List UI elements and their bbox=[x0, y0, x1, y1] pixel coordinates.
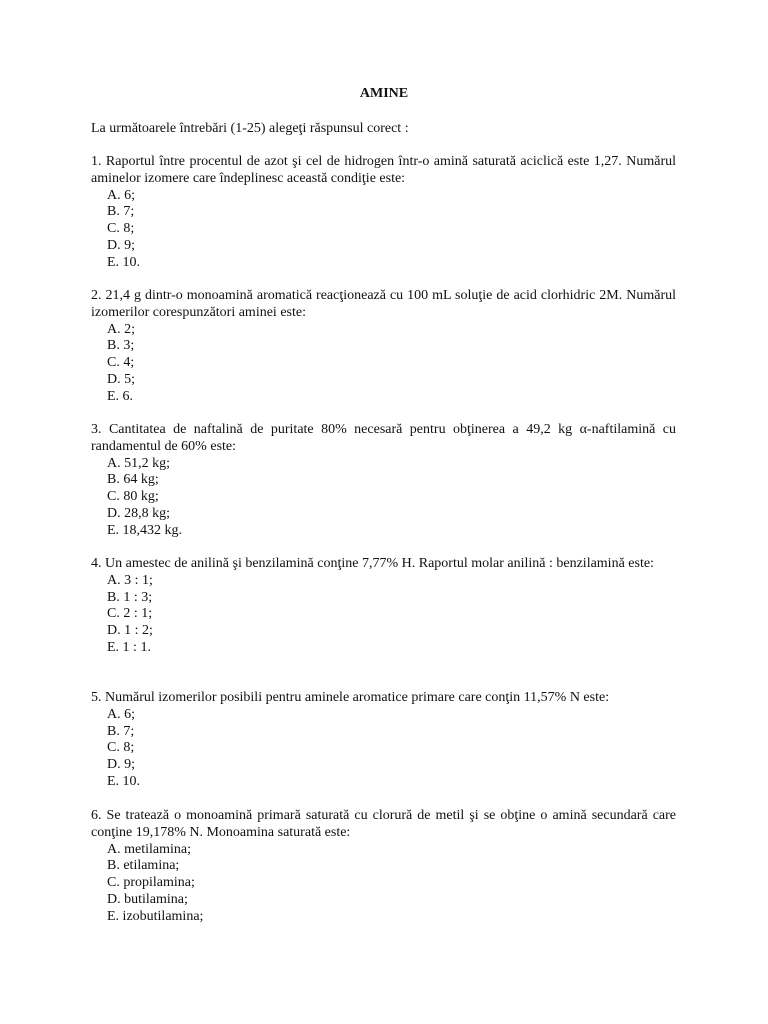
answer-option: B. 64 kg; bbox=[107, 472, 159, 488]
answer-option: B. 1 : 3; bbox=[107, 589, 153, 605]
instructions: La următoarele întrebări (1-25) alegeţi răspunsul corect : bbox=[91, 121, 409, 136]
answer-options bbox=[91, 842, 676, 926]
answer-option: D. 1 : 2; bbox=[107, 623, 153, 639]
answer-option: C. 8; bbox=[107, 221, 135, 237]
answer-options bbox=[91, 707, 676, 791]
answer-option: E. 1 : 1. bbox=[107, 639, 151, 655]
question-stem: 1. Raportul între procentul de azot şi cel de hidrogen într-o amină saturată aciclică este 1,27. Numărul aminelor izomere care îndeplinesc această condiţie este: bbox=[91, 154, 676, 186]
answer-option: D. 9; bbox=[107, 757, 135, 773]
answer-option: E. 10. bbox=[107, 773, 141, 789]
answer-option: A. 3 : 1; bbox=[107, 572, 153, 588]
answer-option: B. 7; bbox=[107, 204, 135, 220]
question-stem: 4. Un amestec de anilină şi benzilamină conţine 7,77% H. Raportul molar anilină : benzilamină este: bbox=[91, 556, 654, 571]
question-4 bbox=[91, 556, 676, 657]
answer-option: C. 4; bbox=[107, 355, 135, 371]
answer-options bbox=[91, 456, 676, 540]
question-1 bbox=[91, 154, 676, 272]
question-stem: 3. Cantitatea de naftalină de puritate 80% necesară pentru obţinerea a 49,2 kg α-naftilamină cu randamentul de 60% este: bbox=[91, 422, 676, 454]
document-title: AMINE bbox=[359, 86, 409, 101]
answer-option: A. 2; bbox=[107, 321, 135, 337]
question-2 bbox=[91, 288, 676, 406]
answer-option: C. 2 : 1; bbox=[107, 606, 153, 622]
answer-option: D. 5; bbox=[107, 371, 135, 387]
answer-option: B. 7; bbox=[107, 723, 135, 739]
answer-options bbox=[91, 573, 676, 657]
answer-option: E. 6. bbox=[107, 388, 134, 404]
question-stem: 5. Numărul izomerilor posibili pentru aminele aromatice primare care conţin 11,57% N este: bbox=[91, 690, 610, 705]
question-6 bbox=[91, 808, 676, 926]
answer-option: B. 3; bbox=[107, 338, 135, 354]
question-3 bbox=[91, 422, 676, 540]
answer-option: A. metilamina; bbox=[107, 841, 191, 857]
answer-options bbox=[91, 188, 676, 272]
answer-option: C. 80 kg; bbox=[107, 489, 159, 505]
answer-option: E. 18,432 kg. bbox=[107, 522, 183, 538]
answer-option: C. propilamina; bbox=[107, 875, 195, 891]
answer-option: A. 6; bbox=[107, 187, 135, 203]
answer-options bbox=[91, 322, 676, 406]
answer-option: B. etilamina; bbox=[107, 858, 180, 874]
question-5 bbox=[91, 690, 676, 791]
answer-option: E. izobutilamina; bbox=[107, 908, 204, 924]
answer-option: A. 6; bbox=[107, 706, 135, 722]
question-stem: 2. 21,4 g dintr-o monoamină aromatică reacţionează cu 100 mL soluţie de acid clorhidric 2M. Numărul izomerilor corespunzători aminei este: bbox=[91, 288, 676, 320]
answer-option: C. 8; bbox=[107, 740, 135, 756]
answer-option: A. 51,2 kg; bbox=[107, 455, 170, 471]
answer-option: D. 28,8 kg; bbox=[107, 505, 170, 521]
answer-option: E. 10. bbox=[107, 254, 141, 270]
answer-option: D. butilamina; bbox=[107, 891, 188, 907]
answer-option: D. 9; bbox=[107, 237, 135, 253]
question-stem: 6. Se tratează o monoamină primară saturată cu clorură de metil şi se obţine o amină secundară care conţine 19,178% N. Monoamina saturată este: bbox=[91, 808, 676, 840]
